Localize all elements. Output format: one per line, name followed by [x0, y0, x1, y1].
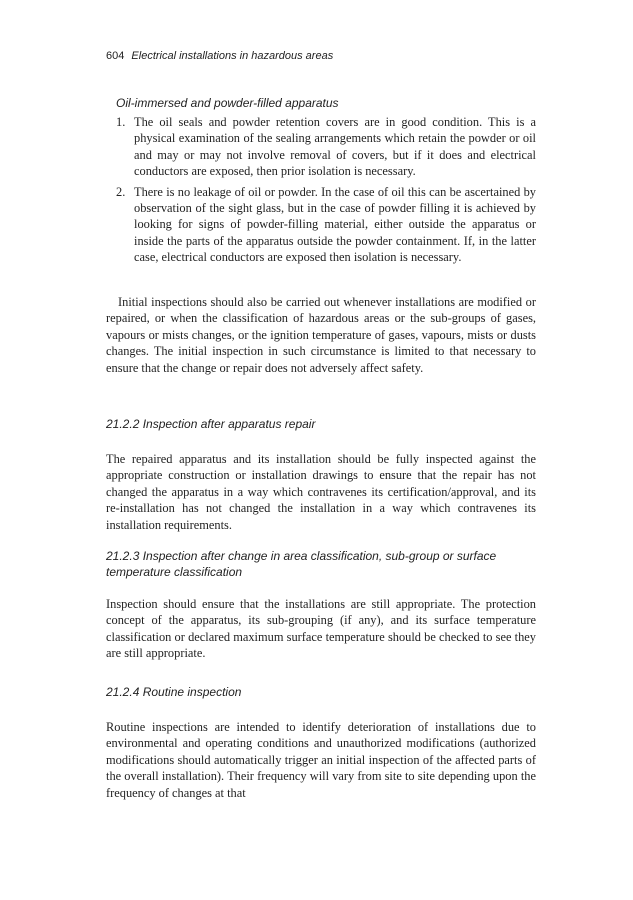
- list-item-number: 1.: [116, 115, 126, 129]
- section-2122-heading: 21.2.2 Inspection after apparatus repair: [106, 417, 316, 431]
- list-item-number: 2.: [116, 184, 126, 199]
- list-item-text: The oil seals and powder retention covers are in good condition. This is a physical examination of the sealing arrangements which retain the powder or oil and may or may not involve removal of covers, but if it does and electrical conductors are exposed, then prior isolation is necessary.: [134, 115, 536, 179]
- list-item: [116, 184, 536, 266]
- running-head: [106, 50, 333, 62]
- section-2124-paragraph: Routine inspections are intended to identify deterioration of installations due to environmental and operating conditions and unauthorized modifications (authorized modifications should automatically trigger an initial inspection of the affected parts of the overall installation). Their frequency will vary from site to site depending upon the frequency of changes at that: [106, 720, 536, 800]
- oil-section-heading: Oil-immersed and powder-filled apparatus: [116, 96, 339, 110]
- running-head-title: Electrical installations in hazardous areas: [131, 50, 334, 62]
- list-item: [116, 114, 536, 180]
- section-2123-heading: 21.2.3 Inspection after change in area classification, sub-group or surface temperature classification: [106, 549, 497, 579]
- section-2124-heading: 21.2.4 Routine inspection: [106, 685, 242, 699]
- page-number: 604: [106, 50, 125, 62]
- section-2122-paragraph: The repaired apparatus and its installation should be fully inspected against the appropriate construction or installation drawings to ensure that the repair has not changed the apparatus in a way which contravenes its certification/approval, and its re-installation has not changed the installation in a way which contravenes its installation requirements.: [106, 452, 536, 532]
- section-2123-paragraph: Inspection should ensure that the installations are still appropriate. The protection concept of the apparatus, its sub-grouping (if any), and its surface temperature classification or declared maximum surface temperature should be checked to see they are still appropriate.: [106, 597, 536, 661]
- initial-inspections-paragraph: Initial inspections should also be carried out whenever installations are modified or repaired, or when the classification of hazardous areas or the sub-groups of gases, vapours or mists changes, or the ignition temperature of gases, vapours, mists or dusts changes. The initial inspection in such circumstance is limited to that necessary to ensure that the change or repair does not adversely affect safety.: [106, 295, 536, 375]
- list-item-text: There is no leakage of oil or powder. In the case of oil this can be ascertained by observation of the sight glass, but in the case of powder filling it is achieved by looking for signs of powder-filling material, either outside the apparatus or inside the parts of the apparatus outside the powder containment. If, in the latter case, electrical conductors are exposed then isolation is necessary.: [134, 184, 536, 265]
- inspection-list: [116, 114, 536, 270]
